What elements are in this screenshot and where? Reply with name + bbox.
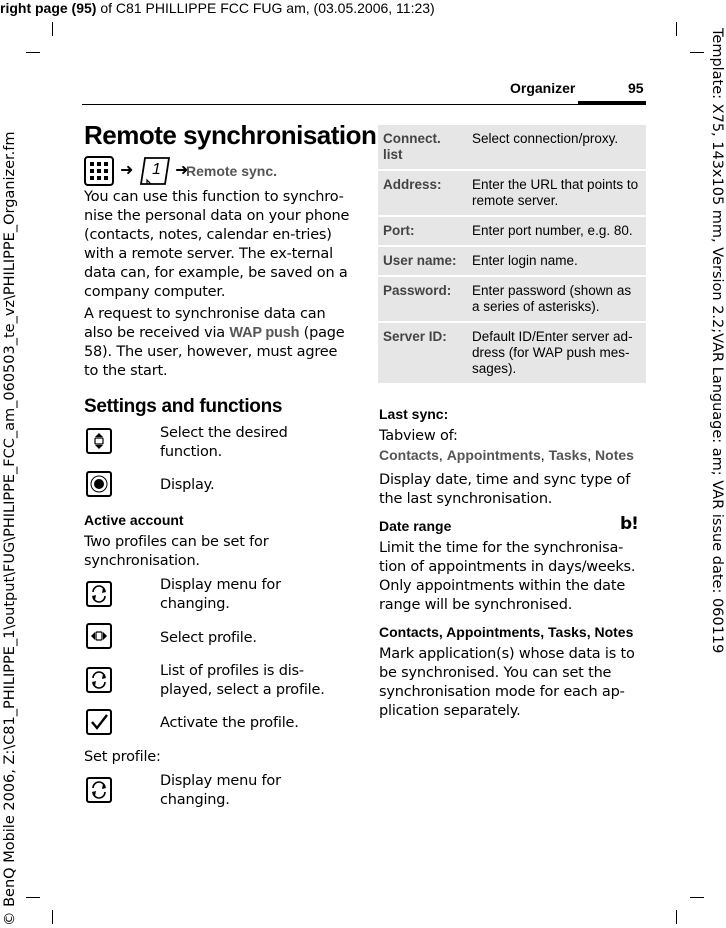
template-side-text: Template: X75, 143x105 mm, Version 2.2;VAR Language: am; VAR issue date: 060119 [709, 28, 725, 654]
row-text: Activate the profile. [160, 715, 299, 731]
row-text: Display. [160, 477, 215, 493]
table-value: Enter password (shown as a series of asterisks). [467, 277, 646, 321]
crop-mark [676, 22, 677, 36]
menu-grid-icon [84, 156, 114, 186]
date-range-text: Limit the time for the synchronisa-tion of appointments in days/weeks. Only appointments within the date range will be synchronised. [379, 540, 636, 613]
last-sync-heading: Last sync: [379, 406, 449, 422]
tab-contacts: Contacts [379, 447, 439, 463]
crop-mark [690, 897, 704, 898]
row-text: Select the desired function. [160, 425, 288, 460]
attention-icon: b! [620, 514, 638, 534]
copyright-side-text: © BenQ Mobile 2006, Z:\C81_PHILIPPE_1\output\FUG\PHILIPPE_FCC_am_060503_te_vz\PHILIPPE_Organizer.fm [2, 131, 18, 926]
table-row [378, 217, 646, 245]
page-header [0, 0, 435, 16]
refresh-menu-icon [86, 581, 112, 607]
table-value: Enter login name. [467, 247, 646, 275]
page-number: 95 [628, 80, 644, 96]
set-profile-label: Set profile: [84, 749, 161, 765]
crop-mark [52, 22, 53, 36]
row-text: List of profiles is dis-played, select a profile. [160, 663, 325, 698]
table-key: Server ID: [378, 323, 467, 383]
navigate-up-down-icon [86, 428, 112, 454]
table-row [378, 171, 646, 215]
crop-mark [52, 910, 53, 924]
left-right-icon [86, 623, 112, 649]
table-row [378, 247, 646, 275]
active-account-heading: Active account [84, 512, 184, 528]
last-sync-text: Display date, time and sync type of the last synchronisation. [379, 472, 631, 507]
settings-table [378, 123, 646, 385]
table-key: User name: [378, 247, 467, 275]
page-header-prefix: right page (95) [0, 0, 97, 16]
tab-notes: Notes [595, 447, 634, 463]
row-text: Display menu for changing. [160, 577, 281, 612]
arrow-icon: ➜ [175, 160, 189, 179]
tab-tasks: Tasks [548, 447, 588, 463]
crop-mark [26, 897, 40, 898]
refresh-menu-icon [86, 777, 112, 803]
header-rule-accent [578, 101, 646, 104]
tab-separator: , [540, 447, 549, 463]
table-key: Password: [378, 277, 467, 321]
table-key: Connect. list [378, 125, 467, 169]
crop-mark [690, 52, 704, 53]
table-row [378, 125, 646, 169]
table-row [378, 277, 646, 321]
header-rule [82, 104, 646, 105]
row-text: Select profile. [160, 630, 257, 646]
tab-list [379, 447, 634, 463]
categories-heading: Contacts, Appointments, Tasks, Notes [379, 624, 634, 640]
intro-paragraph: You can use this function to synchro-nise the personal data on your phone (contacts, notes, calendar en-tries) with a remote server. The ex-ternal data can, for example, be saved on a company computer. [84, 189, 350, 300]
tab-separator: , [438, 447, 447, 463]
para2-start: A request to synchronise data can also be received via [84, 306, 326, 341]
row-text: Display menu for changing. [160, 773, 281, 808]
wap-push-paragraph [84, 305, 350, 381]
refresh-menu-icon [86, 667, 112, 693]
organizer-icon [139, 156, 173, 186]
settings-heading: Settings and functions [84, 396, 283, 417]
table-value: Enter the URL that points to remote server. [467, 171, 646, 215]
para2-end: (page 58). The user, however, must agree to the start. [84, 325, 345, 379]
table-key: Address: [378, 171, 467, 215]
running-head: Organizer [510, 80, 576, 96]
table-key: Port: [378, 217, 467, 245]
tab-separator: , [587, 447, 596, 463]
table-row [378, 323, 646, 383]
tab-appointments: Appointments [446, 447, 541, 463]
table-value: Select connection/proxy. [467, 125, 646, 169]
crop-mark [676, 910, 677, 924]
page-header-suffix: of C81 PHILLIPPE FCC FUG am, (03.05.2006, 11:23) [96, 0, 435, 16]
page-title: Remote synchronisation [84, 120, 377, 150]
arrow-icon: ➜ [120, 160, 134, 179]
organizer-icon-digit: 1 [152, 161, 161, 178]
wap-push-link: WAP push [229, 325, 300, 341]
categories-text: Mark application(s) whose data is to be synchronised. You can set the synchronisation mode for each ap-plication separately. [379, 646, 635, 719]
tabview-label: Tabview of: [379, 428, 458, 444]
table-value: Enter port number, e.g. 80. [467, 217, 646, 245]
center-select-icon [86, 471, 112, 497]
crop-mark [26, 52, 40, 53]
checkmark-icon [86, 709, 112, 735]
date-range-heading: Date range [379, 518, 452, 534]
nav-remote-sync: Remote sync. [186, 163, 278, 179]
table-value: Default ID/Enter server ad-dress (for WAP push mes-sages). [467, 323, 646, 383]
active-account-text: Two profiles can be set for synchronisation. [84, 534, 269, 569]
